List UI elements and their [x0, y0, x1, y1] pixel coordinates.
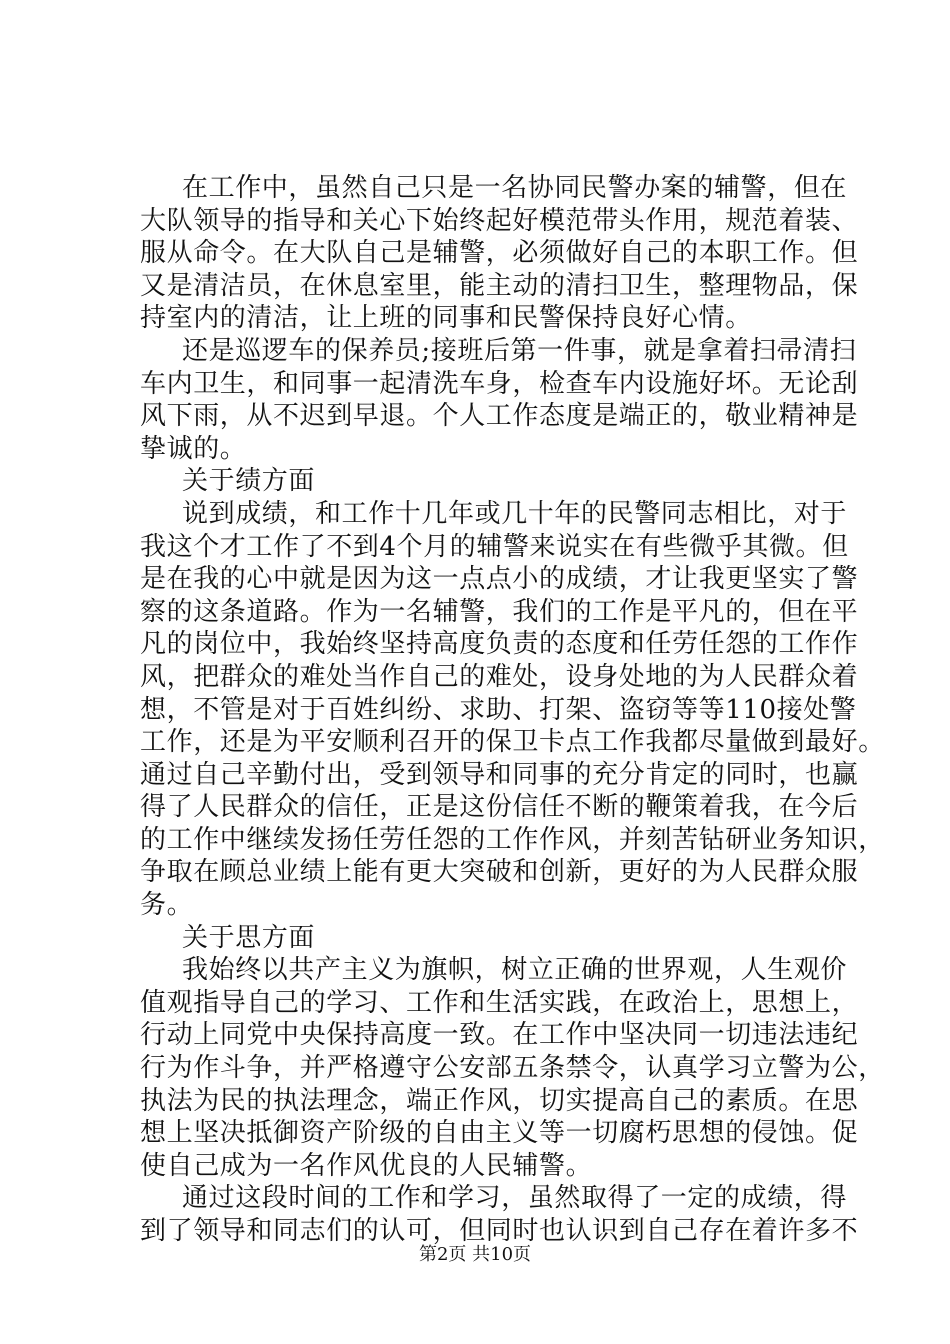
text-line: 又是清洁员，在休息室里，能主动的清扫卫生，整理物品，保	[140, 270, 859, 301]
text-line: 通过自己辛勤付出，受到领导和同事的充分肯定的同时，也赢	[140, 759, 859, 790]
text-line: 还是巡逻车的保养员;接班后第一件事，就是拿着扫帚清扫	[182, 335, 857, 366]
text-line: 挚诚的。	[140, 433, 247, 464]
text-line: 通过这段时间的工作和学习，虽然取得了一定的成绩，得	[182, 1183, 848, 1214]
text-line: 想上坚决抵御资产阶级的自由主义等一切腐朽思想的侵蚀。促	[140, 1118, 859, 1149]
document-body	[140, 172, 885, 1248]
text-line: 工作，还是为平安顺利召开的保卫卡点工作我都尽量做到最好。	[140, 727, 885, 758]
text-line: 得了人民群众的信任，正是这份信任不断的鞭策着我，在今后	[140, 792, 859, 823]
text-line: 我始终以共产主义为旗帜，树立正确的世界观，人生观价	[182, 955, 848, 986]
text-line: 的工作中继续发扬任劳任怨的工作作风，并刻苦钻研业务知识，	[140, 824, 885, 855]
text-line: 说到成绩，和工作十几年或几十年的民警同志相比，对于	[182, 498, 848, 529]
text-line: 执法为民的执法理念，端正作风，切实提高自己的素质。在思	[140, 1085, 859, 1116]
text-line: 想，不管是对于百姓纠纷、求助、打架、盗窃等等110接处警	[140, 694, 857, 725]
text-line: 我这个才工作了不到4个月的辅警来说实在有些微乎其微。但	[140, 531, 849, 562]
page-footer: 第2页 共10页	[418, 1244, 532, 1265]
text-line: 务。	[140, 890, 194, 921]
text-line: 值观指导自己的学习、工作和生活实践，在政治上，思想上，	[140, 987, 859, 1018]
text-line: 车内卫生，和同事一起清洗车身，检查车内设施好坏。无论刮	[140, 368, 859, 399]
text-line: 到了领导和同志们的认可，但同时也认识到自己存在着许多不	[140, 1216, 859, 1246]
text-line: 争取在顾总业绩上能有更大突破和创新，更好的为人民群众服	[140, 857, 859, 888]
text-line: 关于绩方面	[182, 466, 316, 497]
text-line: 关于思方面	[182, 922, 316, 953]
text-line: 凡的岗位中，我始终坚持高度负责的态度和任劳任怨的工作作	[140, 629, 859, 660]
text-line: 服从命令。在大队自己是辅警，必须做好自己的本职工作。但	[140, 238, 859, 269]
text-line: 大队领导的指导和关心下始终起好模范带头作用，规范着装、	[140, 205, 859, 236]
text-line: 使自己成为一名作风优良的人民辅警。	[140, 1150, 593, 1181]
text-line: 是在我的心中就是因为这一点点小的成绩，才让我更坚实了警	[140, 564, 859, 595]
text-line: 持室内的清洁，让上班的同事和民警保持良好心情。	[140, 303, 752, 334]
text-line: 行动上同党中央保持高度一致。在工作中坚决同一切违法违纪	[140, 1020, 859, 1051]
text-line: 行为作斗争，并严格遵守公安部五条禁令，认真学习立警为公，	[140, 1053, 885, 1084]
text-line: 在工作中，虽然自己只是一名协同民警办案的辅警，但在	[182, 173, 848, 203]
text-line: 风，把群众的难处当作自己的难处，设身处地的为人民群众着	[140, 661, 859, 692]
text-line: 风下雨，从不迟到早退。个人工作态度是端正的，敬业精神是	[140, 401, 859, 432]
text-line: 察的这条道路。作为一名辅警，我们的工作是平凡的，但在平	[140, 596, 859, 627]
